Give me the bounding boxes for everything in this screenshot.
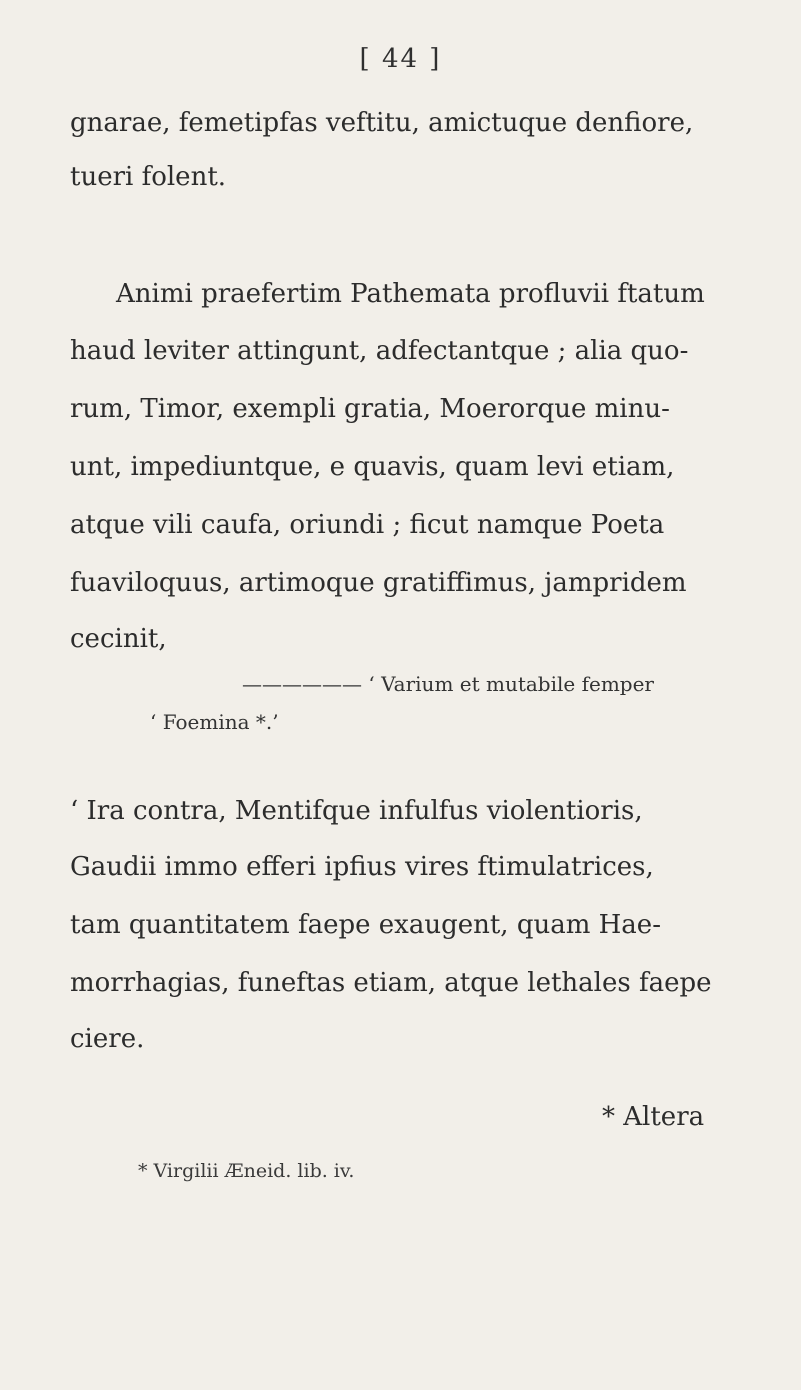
verse-quotation-line: ‘ Foemina *.’ <box>150 710 279 734</box>
text-line: Animi praefertim Pathemata profluvii ftatum <box>116 279 705 309</box>
text-line: cecinit, <box>70 624 167 654</box>
text-line: Gaudii immo efferi ipfius vires ftimulatrices, <box>70 852 654 882</box>
text-line: gnarae, femetipfas veftitu, amictuque denfiore, <box>70 108 694 138</box>
page-number: [ 44 ] <box>359 44 442 74</box>
text-line: atque vili caufa, oriundi ; ficut namque Poeta <box>70 510 665 540</box>
text-line: ‘ Ira contra, Mentifque infulfus violentioris, <box>70 796 643 826</box>
verse-quotation-line: —————— ‘ Varium et mutabile femper <box>242 672 654 696</box>
text-line: morrhagias, funeftas etiam, atque lethales faepe <box>70 968 712 998</box>
catchword: * Altera <box>602 1102 705 1132</box>
text-line: haud leviter attingunt, adfectantque ; alia quo- <box>70 336 689 366</box>
text-line: rum, Timor, exempli gratia, Moerorque minu- <box>70 394 670 424</box>
text-line: tueri folent. <box>70 162 227 192</box>
text-line: fuaviloquus, artimoque gratiffimus, jampridem <box>70 568 687 598</box>
text-line: ciere. <box>70 1024 145 1054</box>
text-line: unt, impediuntque, e quavis, quam levi etiam, <box>70 452 675 482</box>
footnote: * Virgilii Æneid. lib. iv. <box>138 1160 355 1182</box>
text-line: tam quantitatem faepe exaugent, quam Hae- <box>70 910 661 940</box>
